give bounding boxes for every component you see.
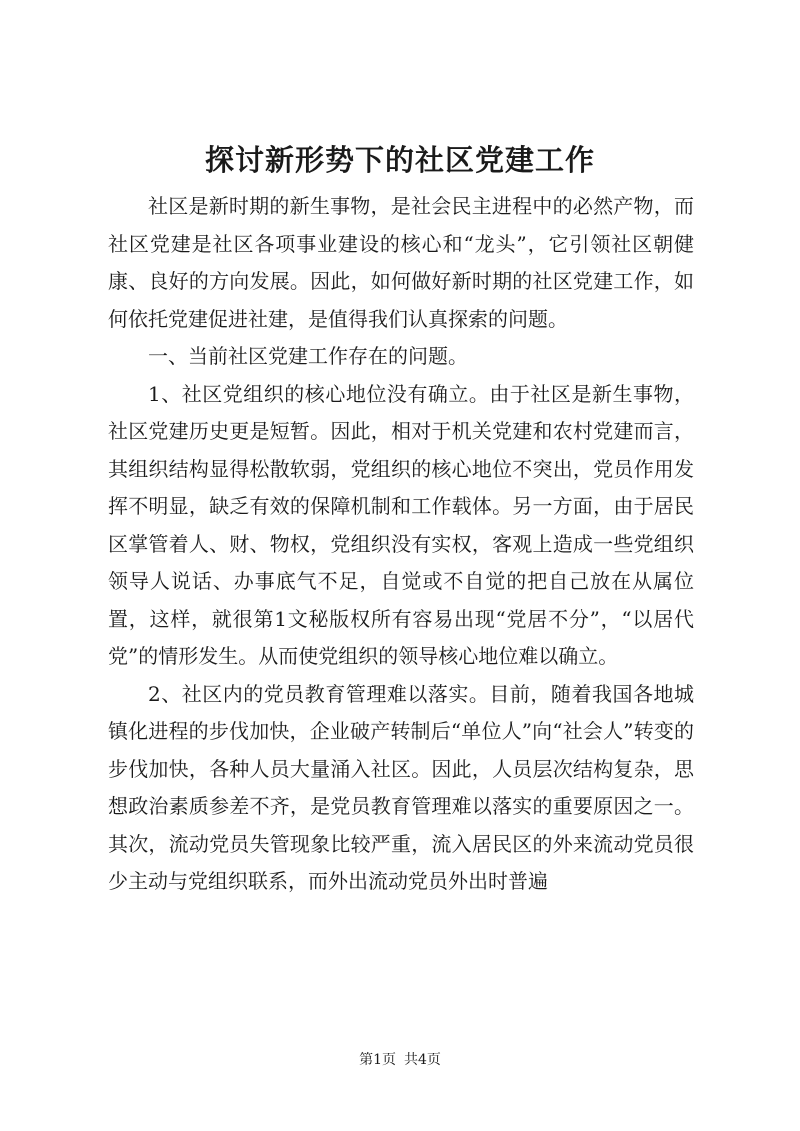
document-title: 探讨新形势下的社区党建工作 xyxy=(204,143,595,177)
paragraph-section-heading: 一、当前社区党建工作存在的问题。 xyxy=(148,344,468,368)
paragraph-point-1: 1、社区党组织的核心地位没有确立。由于社区是新生事物，社区党建历史更是短暂。因此，相对于机关党建和农村党建而言，其组织结构显得松散软弱，党组织的核心地位不突出，党员作用发挥不明显，缺乏有效的保障机制和工作载体。另一方面，由于居民区掌管着人、财、物权，党组织没有实权，客观上造成一些党组织领导人说话、办事底气不足，自觉或不自觉的把自己放在从属位置，这样，就很第1文秘版权所有容易出现“党居不分”，“以居代党”的情形发生。从而使党组织的领导核心地位难以确立。 xyxy=(108,381,694,668)
document-body xyxy=(108,188,694,901)
page-total: 共4页 xyxy=(404,1052,441,1068)
paragraph-point-2: 2、社区内的党员教育管理难以落实。目前，随着我国各地城镇化进程的步伐加快，企业破产转制后“单位人”向“社会人”转变的步伐加快，各种人员大量涌入社区。因此，人员层次结构复杂，思想政治素质参差不齐，是党员教育管理难以落实的重要原因之一。其次，流动党员失管现象比较严重，流入居民区的外来流动党员很少主动与党组织联系，而外出流动党员外出时普遍 xyxy=(108,681,694,893)
paragraph-intro: 社区是新时期的新生事物，是社会民主进程中的必然产物，而社区党建是社区各项事业建设的核心和“龙头”，它引领社区朝健康、良好的方向发展。因此，如何做好新时期的社区党建工作，如何依托党建促进社建，是值得我们认真探索的问题。 xyxy=(108,194,694,331)
page-number: 第1页 xyxy=(359,1052,396,1068)
page-footer xyxy=(0,1050,800,1070)
